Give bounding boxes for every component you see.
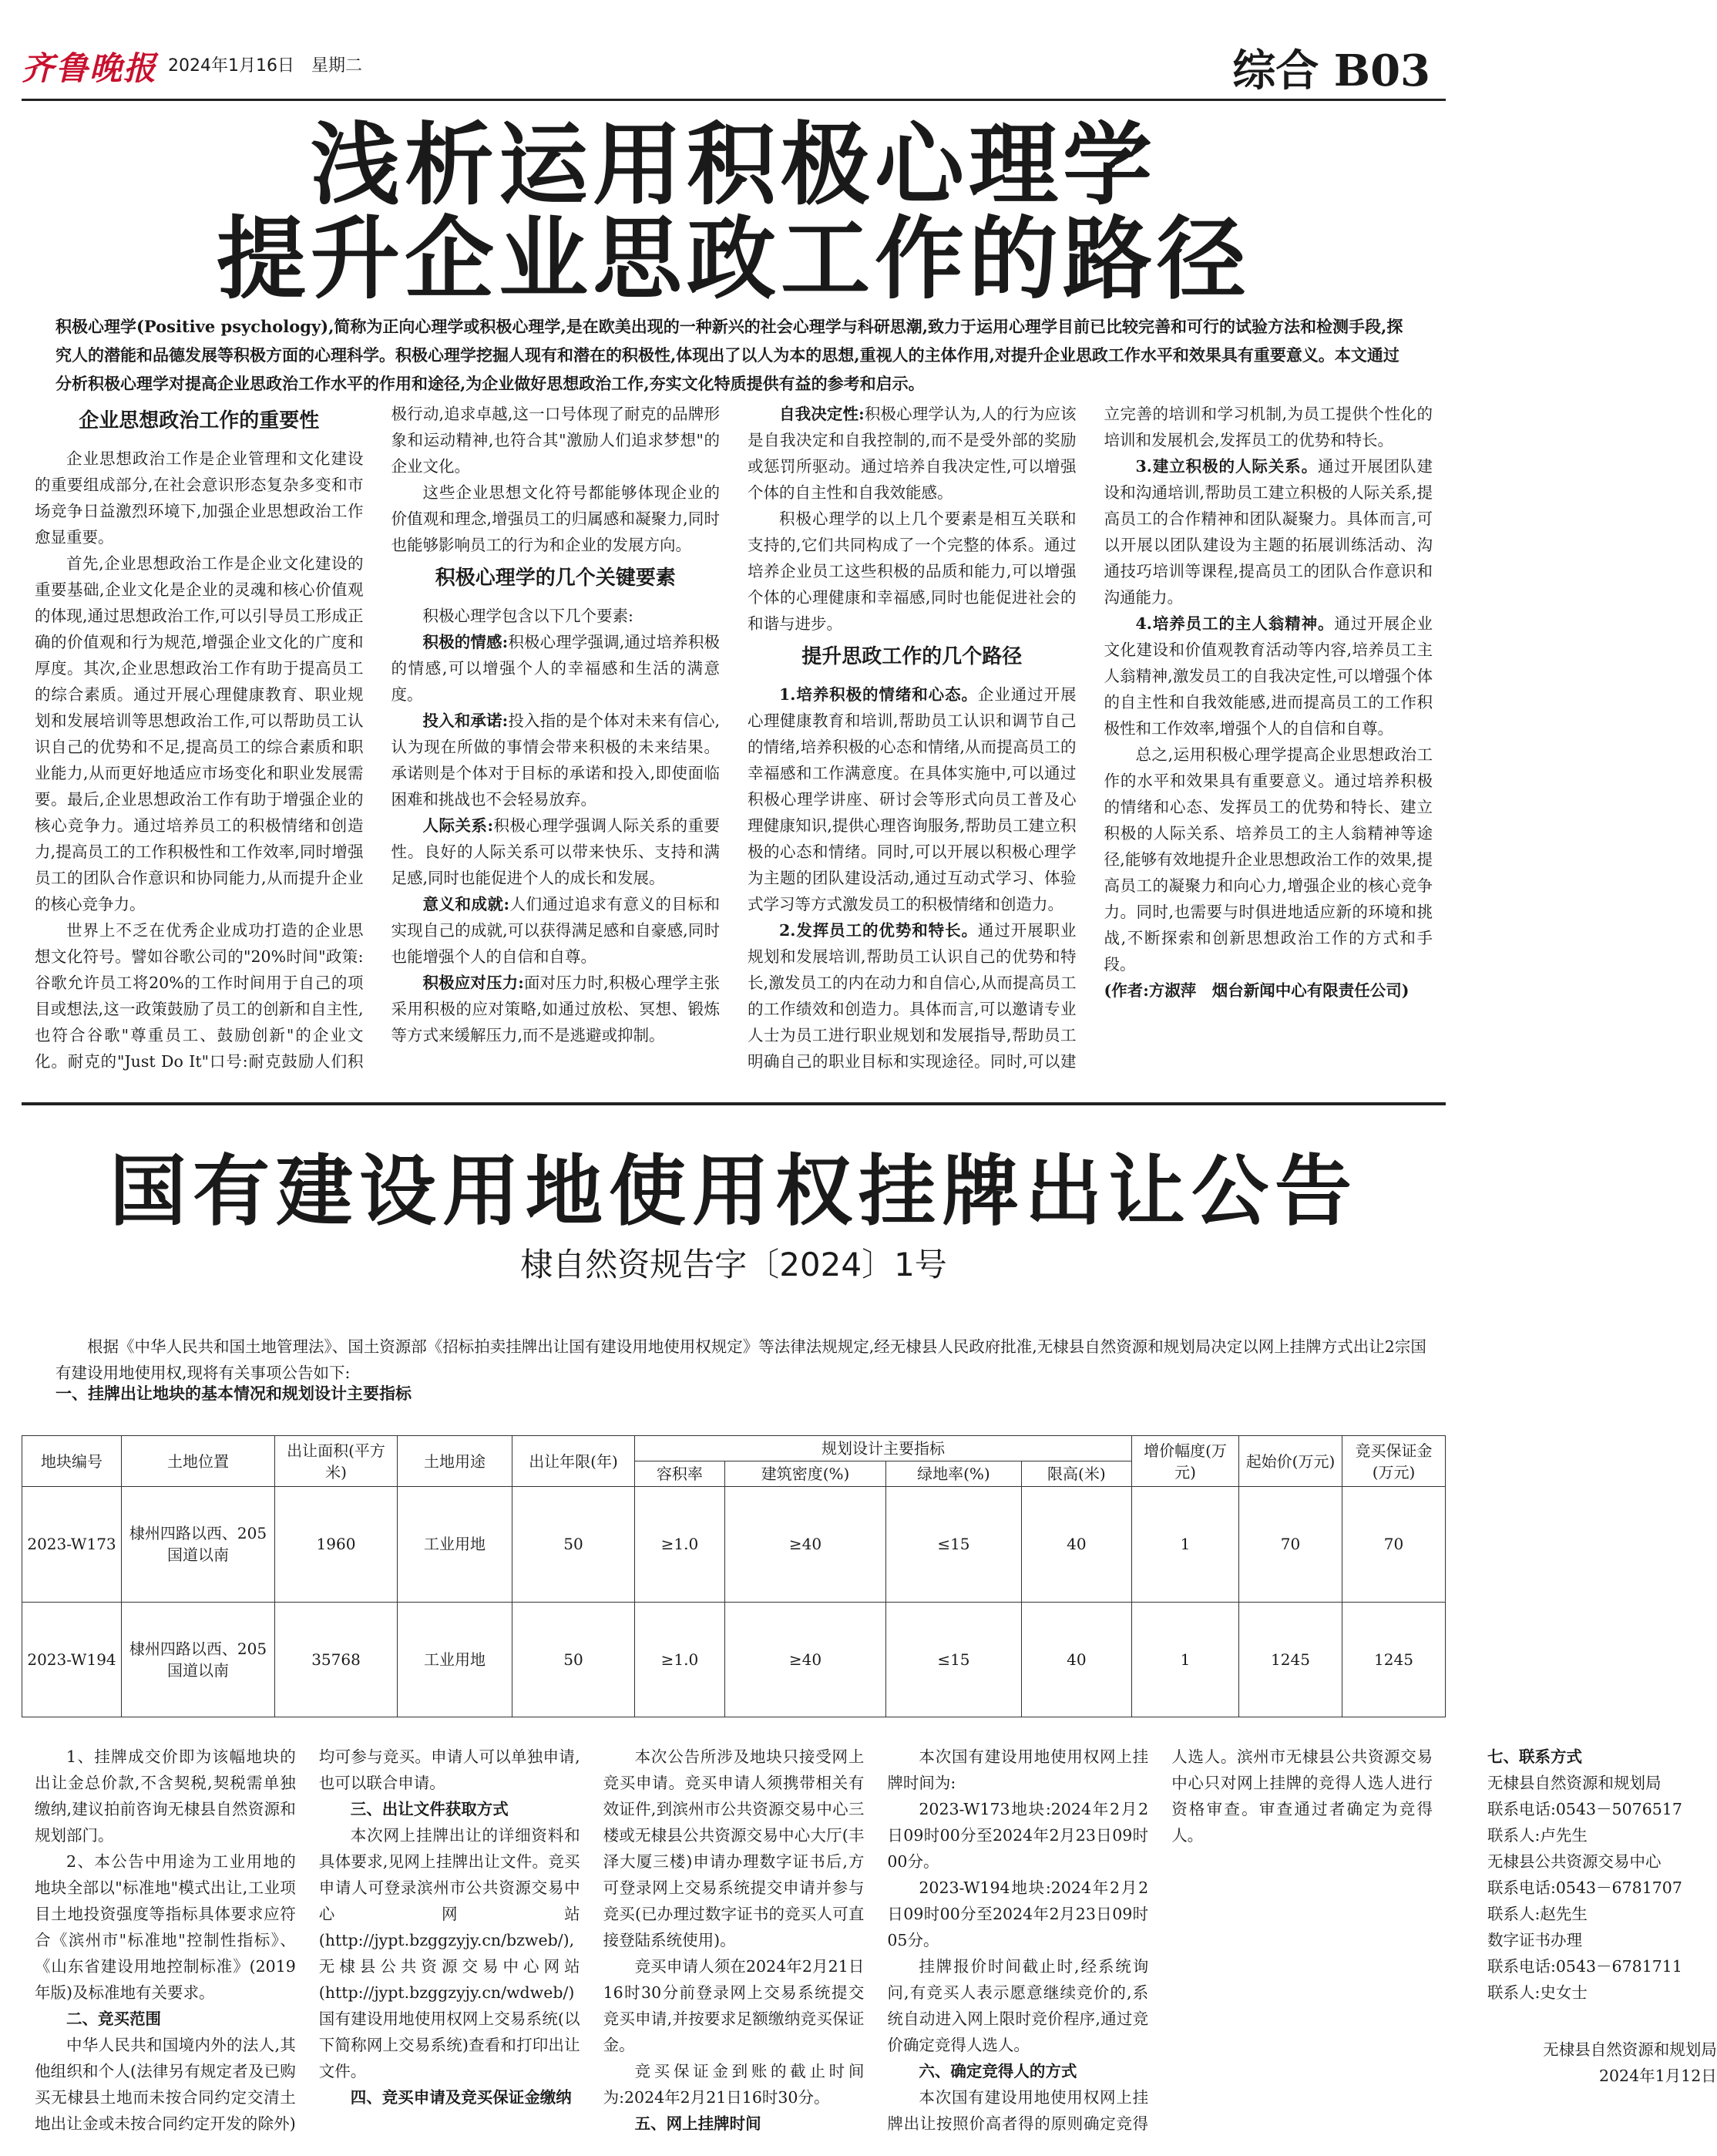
article-title-line2: 提升企业思政工作的路径	[217, 207, 1251, 311]
notice-heading: 四、竞买申请及竞买保证金缴纳	[350, 2088, 572, 2107]
article-paragraph: 积极心理学的以上几个要素是相互关联和支持的,它们共同构成了一个完整的体系。通过培养企业员工这些积极的品质和能力,可以增强个体的心理健康和幸福感,同时也能促进社会的和谐与进步。	[748, 510, 1077, 633]
contact-line: 无棣县公共资源交易中心	[1487, 1852, 1662, 1871]
notice-paragraph: 竞买保证金到账的截止时间为:2024年2月21日16时30分。	[603, 2062, 865, 2107]
cell: 1245	[1239, 1602, 1342, 1717]
contact-line: 无棣县自然资源和规划局	[1487, 1774, 1662, 1792]
article-heading-2: 积极心理学的几个关键要素	[435, 567, 676, 590]
col-area: 出让面积(平方米)	[275, 1436, 398, 1487]
notice-title: 国有建设用地使用权挂牌出让公告	[109, 1145, 1358, 1236]
issue-date: 2024年1月16日 星期二	[168, 56, 362, 76]
cell: 1245	[1342, 1602, 1446, 1717]
article-paragraph: 世界上不乏在优秀企业成功打造的企业思想文化符号。譬如谷歌公司的"20%时间"政策:谷歌允许员工将20%的工作时间用于自己的项目或想法,这一政策鼓励了员工的创新和自主性,也符合谷歌"尊重员工、鼓励创新"的企业文化。耐克的"Just Do It"口号:耐克鼓励人们积极行动,追求卓越,这一口号体现了耐克的品牌形象和运动精神,也符合其"激励人们追求梦想"的企业文化。	[35, 405, 720, 1071]
notice-heading: 五、网上挂牌时间	[634, 2114, 761, 2133]
contact-line: 联系人:卢先生	[1487, 1826, 1588, 1845]
col-far: 容积率	[635, 1461, 725, 1487]
article-intro: 积极心理学(Positive psychology),简称为正向心理学或积极心理学,是在欧美出现的一种新兴的社会心理学与科研思潮,致力于运用心理学目前已比较完善和可行的试验方法和检测手段,探究人的潜能和品德发展等积极方面的心理科学。积极心理学挖掘人现有和潜在的积极性,体现出了以人为本的思想,重视人的主体作用,对提升企业思政工作水平和效果具有重要意义。本文通过分析积极心理学对提高企业思政治工作水平的作用和途径,为企业做好思想政治工作,夯实文化特质提供有益的参考和启示。	[55, 317, 1403, 393]
article-body	[35, 401, 1433, 1083]
term-text: 积极心理学认为,人的行为应该是自我决定和自我控制的,而不是受外部的奖励或惩罚所驱动。通过培养自我决定性,可以增强个体的自主性和自我效能感。	[748, 405, 1077, 502]
signature-org: 无棣县自然资源和规划局	[1543, 2040, 1717, 2059]
cell: ≤15	[886, 1487, 1021, 1603]
article-paragraph: 总之,运用积极心理学提高企业思想政治工作的水平和效果具有重要意义。通过培养积极的情绪和心态、发挥员工的优势和特长、建立积极的人际关系、培养员工的主人翁精神等途径,能够有效地提升企业思想政治工作的效果,提高员工的凝聚力和向心力,增强企业的核心竞争力。同时,也需要与时俱进地适应新的环境和挑战,不断探索和创新思想政治工作的方式和手段。	[1104, 745, 1433, 974]
article-paragraph	[1104, 453, 1433, 610]
notice-doc-number: 棣自然资规告字〔2024〕1号	[520, 1246, 947, 1283]
term-label: 自我决定性:	[779, 405, 865, 423]
term-label: 积极的情感:	[422, 633, 509, 651]
path-text: 通过开展团队建设和沟通培训,帮助员工建立积极的人际关系,提高员工的合作精神和团队凝聚力。具体而言,可以开展以团队建设为主题的拓展训练活动、沟通技巧培训等课程,提高员工的团队合作意识和沟通能力。	[1104, 457, 1433, 607]
table-row	[22, 1602, 1446, 1717]
path-label: 1.培养积极的情绪和心态。	[779, 685, 978, 704]
article-paragraph	[391, 891, 721, 970]
article-paragraph: 首先,企业思想政治工作是企业文化建设的重要基础,企业文化是企业的灵魂和核心价值观的体现,通过思想政治工作,可以引导员工形成正确的价值观和行为规范,增强企业文化的广度和厚度。其次,企业思想政治工作有助于提高员工的综合素质。通过开展心理健康教育、职业规划和发展培训等思想政治工作,可以帮助员工认识自己的优势和不足,提高员工的综合素质和职业能力,从而更好地适应市场变化和职业发展需要。最后,企业思想政治工作有助于增强企业的核心竞争力。通过培养员工的积极情绪和创造力,提高员工的工作积极性和工作效率,同时增强员工的团队合作意识和协同能力,从而提升企业的核心竞争力。	[35, 554, 364, 913]
cell: 棣州四路以西、205国道以南	[122, 1487, 275, 1603]
notice-paragraph: 2023-W194地块:2024年2月2日09时00分至2024年2月23日09时05分。	[887, 1879, 1149, 1949]
cell: 50	[512, 1602, 635, 1717]
term-text: 人们通过追求有意义的目标和实现自己的成就,可以获得满足感和自豪感,同时也能增强个人的自信和自尊。	[391, 895, 720, 966]
col-density: 建筑密度(%)	[724, 1461, 885, 1487]
notice-paragraph: 竞买申请人须在2024年2月21日16时30分前登录网上交易系统提交竞买申请,并按要求足额缴纳竞买保证金。	[603, 1957, 865, 2054]
article-paragraph	[391, 812, 721, 891]
cell: 50	[512, 1487, 635, 1603]
cell: 2023-W194	[22, 1602, 122, 1717]
contact-line: 联系人:史女士	[1487, 1983, 1588, 2002]
contact-line: 联系电话:0543－5076517	[1487, 1800, 1682, 1818]
cell: 工业用地	[398, 1487, 512, 1603]
col-increment: 增价幅度(万元)	[1132, 1436, 1239, 1487]
notice-preamble: 根据《中华人民共和国土地管理法》、国土资源部《招标拍卖挂牌出让国有建设用地使用权规定》等法律法规规定,经无棣县人民政府批准,无棣县自然资源和规划局决定以网上挂牌方式出让2宗国有建设用地使用权,现将有关事项公告如下:	[55, 1337, 1426, 1382]
term-text: 面对压力时,积极心理学主张采用积极的应对策略,如通过放松、冥想、锻炼等方式来缓解压力,而不是逃避或抑制。	[391, 974, 720, 1044]
cell: 70	[1342, 1487, 1446, 1603]
cell: 40	[1021, 1487, 1131, 1603]
path-label: 4.培养员工的主人翁精神。	[1135, 614, 1335, 633]
article-paragraph	[391, 629, 721, 708]
cell: ≤15	[886, 1602, 1021, 1717]
contact-line: 联系电话:0543－6781711	[1487, 1957, 1682, 1976]
notice-paragraph: 1、挂牌成交价即为该幅地块的出让金总价款,不含契税,契税需单独缴纳,建议拍前咨询无棣县自然资源和规划部门。	[35, 1747, 296, 1845]
cell: 40	[1021, 1602, 1131, 1717]
land-table	[22, 1435, 1446, 1717]
cell: 35768	[275, 1602, 398, 1717]
notice-paragraph: 本次国有建设用地使用权网上挂牌时间为:	[887, 1747, 1149, 1792]
path-text: 通过开展企业文化建设和价值观教育活动等内容,培养员工主人翁精神,激发员工的自我决定性,可以增强个体的自主性和自我效能感,进而提高员工的工作积极性和工作效率,增强个人的自信和自尊。	[1104, 614, 1433, 738]
cell: 1	[1132, 1487, 1239, 1603]
cell: 1960	[275, 1487, 398, 1603]
notice-paragraph: 本次公告所涉及地块只接受网上竞买申请。竞买申请人须携带相关有效证件,到滨州市公共资源交易中心三楼或无棣县公共资源交易中心大厅(丰泽大厦三楼)申请办理数字证书后,方可登录网上交易系统提交申请并参与竞买(已办理过数字证书的竞买人可直接登陆系统使用)。	[603, 1747, 865, 1949]
term-label: 人际关系:	[422, 816, 494, 835]
table-row	[22, 1487, 1446, 1603]
notice-heading: 二、竞买范围	[66, 2010, 161, 2028]
article-byline: (作者:方淑萍 烟台新闻中心有限责任公司)	[1104, 981, 1410, 1000]
term-label: 投入和承诺:	[422, 711, 509, 730]
section-divider	[22, 1102, 1446, 1105]
article-heading-3: 提升思政工作的几个路径	[801, 645, 1023, 668]
cell: 2023-W173	[22, 1487, 122, 1603]
col-green: 绿地率(%)	[886, 1461, 1021, 1487]
path-label: 3.建立积极的人际关系。	[1135, 457, 1318, 476]
col-term: 出让年限(年)	[512, 1436, 635, 1487]
notice-paragraph: 本次网上挂牌出让的详细资料和具体要求,见网上挂牌出让文件。竞买申请人可登录滨州市公共资源交易中心网站(http://jypt.bzggzyjy.cn/bzweb/),无棣县公共资源交易中心网站(http://jypt.bzggzyjy.cn/wdweb/)国有建设用地使用权网上交易系统(以下简称网上交易系统)查看和打印出让文件。	[318, 1826, 580, 2080]
col-deposit: 竞买保证金(万元)	[1342, 1436, 1446, 1487]
col-plot-no: 地块编号	[22, 1436, 122, 1487]
notice-heading: 三、出让文件获取方式	[350, 1800, 509, 1818]
term-text: 积极心理学强调人际关系的重要性。良好的人际关系可以带来快乐、支持和满足感,同时也能促进个人的成长和发展。	[391, 816, 721, 887]
notice-paragraph: 本次国有建设用地使用权网上挂牌出让按照价高者得的原则确定竞得人选人。滨州市无棣县公共资源交易中心只对网上挂牌的竞得人选人进行资格审查。审查通过者确定为竞得人。	[887, 1747, 1433, 2133]
cell: ≥40	[724, 1602, 885, 1717]
col-start-price: 起始价(万元)	[1239, 1436, 1342, 1487]
term-text: 积极心理学强调,通过培养积极的情感,可以增强个人的幸福感和生活的满意度。	[391, 633, 720, 704]
term-label: 积极应对压力:	[422, 974, 524, 992]
notice-paragraph: 中华人民共和国境内外的法人,其他组织和个人(法律另有规定者及已购买无棣县土地而未按合同约定交清土地出让金或未按合同约定开发的除外)均可参与竞买。申请人可以单独申请,也可以联合申请。	[35, 1747, 580, 2133]
cell: 工业用地	[398, 1602, 512, 1717]
article-heading-1: 企业思想政治工作的重要性	[79, 409, 320, 432]
article-paragraph: 企业思想政治工作是企业管理和文化建设的重要组成部分,在社会意识形态复杂多变和市场竞争日益激烈环境下,加强企业思想政治工作愈显重要。	[35, 449, 364, 547]
col-height: 限高(米)	[1021, 1461, 1131, 1487]
page-header	[22, 29, 1446, 101]
path-text: 通过开展职业规划和发展培训,帮助员工认识自己的优势和特长,激发员工的内在动力和自信心,从而提高员工的工作绩效和创造力。具体而言,可以邀请专业人士为员工进行职业规划和发展指导,帮助员工明确自己的职业目标和实现途径。同时,可以建立完善的培训和学习机制,为员工提供个性化的培训和发展机会,发挥员工的优势和特长。	[748, 405, 1433, 1071]
article-paragraph	[391, 708, 721, 812]
article-paragraph: 积极心理学包含以下几个要素:	[422, 607, 633, 625]
col-use: 土地用途	[398, 1436, 512, 1487]
term-text: 投入指的是个体对未来有信心,认为现在所做的事情会带来积极的未来结果。承诺则是个体对于目标的承诺和投入,即使面临困难和挑战也不会轻易放弃。	[391, 711, 720, 809]
article-paragraph: 这些企业思想文化符号都能够体现企业的价值观和理念,增强员工的归属感和凝聚力,同时也能够影响员工的行为和企业的发展方向。	[391, 483, 720, 554]
term-label: 意义和成就:	[422, 895, 510, 913]
path-text: 企业通过开展心理健康教育和培训,帮助员工认识和调节自己的情绪,培养积极的心态和情绪,从而提高员工的幸福感和工作满意度。在具体实施中,可以通过积极心理学讲座、研讨会等形式向员工普及心理健康知识,提供心理咨询服务,帮助员工建立积极的心态和情绪。同时,可以开展以积极心理学为主题的团队建设活动,通过互动式学习、体验式学习等方式激发员工的积极情绪和创造力。	[748, 685, 1077, 913]
signature-date: 2024年1月12日	[1598, 2067, 1717, 2085]
col-location: 土地位置	[122, 1436, 275, 1487]
article-paragraph	[748, 681, 1077, 917]
col-plan-group: 规划设计主要指标	[635, 1436, 1132, 1461]
cell: ≥40	[724, 1487, 885, 1603]
notice-body	[35, 1744, 1717, 2144]
section-label: 综合 B03	[1232, 45, 1430, 96]
article-paragraph	[1104, 610, 1433, 742]
contact-heading: 七、联系方式	[1487, 1747, 1582, 1766]
notice-heading: 六、确定竞得人的方式	[919, 2062, 1077, 2080]
cell: 棣州四路以西、205国道以南	[122, 1602, 275, 1717]
contact-line: 联系人:赵先生	[1487, 1905, 1588, 1923]
contact-line: 联系电话:0543－6781707	[1487, 1879, 1682, 1897]
notice-paragraph: 挂牌报价时间截止时,经系统询问,有竞买人表示愿意继续竞价的,系统自动进入网上限时竞价程序,通过竞价确定竞得人选人。	[887, 1957, 1149, 2054]
newspaper-logo: 齐鲁晚报	[22, 49, 158, 87]
notice-section-1: 一、挂牌出让地块的基本情况和规划设计主要指标	[55, 1384, 412, 1403]
path-label: 2.发挥员工的优势和特长。	[779, 921, 978, 940]
table-header-row	[22, 1436, 1446, 1461]
contact-line: 数字证书办理	[1487, 1931, 1582, 1949]
article-title-line1: 浅析运用积极心理学	[311, 113, 1157, 217]
cell: 1	[1132, 1602, 1239, 1717]
notice-paragraph: 2、本公告中用途为工业用地的地块全部以"标准地"模式出让,工业项目土地投资强度等指标具体要求应符合《滨州市"标准地"控制性指标》、《山东省建设用地控制标准》(2019年版)及标准地有关要求。	[35, 1852, 296, 2002]
cell: 70	[1239, 1487, 1342, 1603]
cell: ≥1.0	[635, 1487, 725, 1603]
article-paragraph	[748, 401, 1077, 506]
article-paragraph	[391, 970, 721, 1048]
notice-paragraph: 2023-W173地块:2024年2月2日09时00分至2024年2月23日09时00分。	[887, 1800, 1149, 1871]
cell: ≥1.0	[635, 1602, 725, 1717]
